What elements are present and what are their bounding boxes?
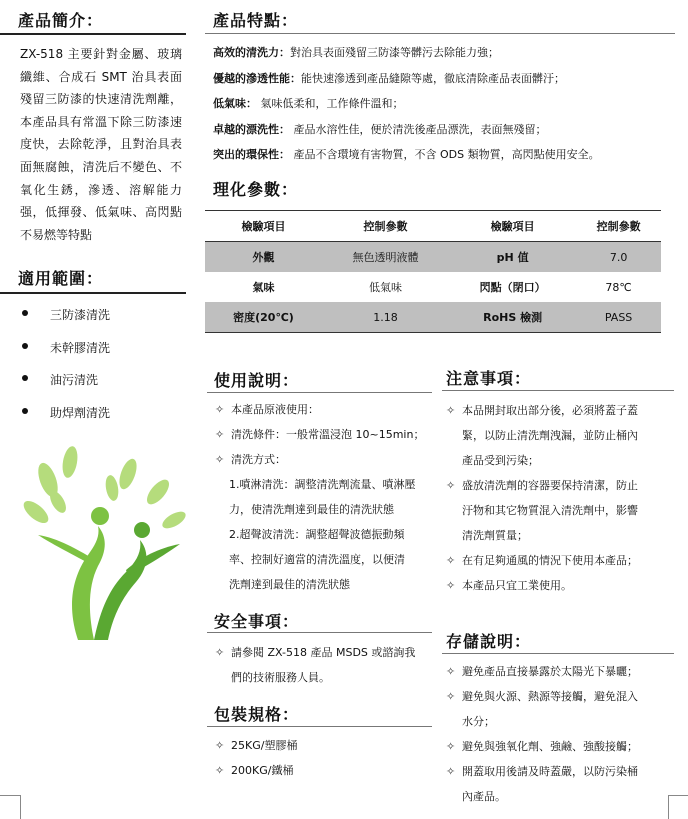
notice-subline: 產品受到污染； xyxy=(462,454,539,467)
bullet-icon xyxy=(22,375,28,381)
plant-figure-graphic xyxy=(8,440,198,650)
list-item: ✧ 本產品原液使用： xyxy=(215,397,435,422)
list-item: ✧ 避免與強氧化劑、強鹼、強酸接觸； xyxy=(446,734,666,759)
scope-title-underline xyxy=(0,292,186,294)
list-item: ✧ 清洗條件：一般常溫浸泡 10~15min； xyxy=(215,422,435,447)
diamond-bullet-icon: ✧ xyxy=(215,428,225,441)
list-item: ✧ 避免與火源、熱源等接觸，避免混入 xyxy=(446,684,666,709)
usage-subline: 洗劑達到最佳的清洗狀態 xyxy=(229,578,350,591)
feature-row: 卓越的漂洗性： 產品水溶性佳，便於清洗後產品漂洗，表面無殘留； xyxy=(213,122,547,136)
feature-row: 突出的環保性： 產品不含環境有害物質，不含 ODS 類物質，高閃點使用安全。 xyxy=(213,148,600,162)
notice-subline: 清洗劑質量； xyxy=(462,529,528,542)
page-corner-mark xyxy=(0,795,21,819)
usage-list xyxy=(215,397,435,597)
params-table xyxy=(205,210,661,333)
table-cell: pH 值 xyxy=(449,242,576,273)
diamond-bullet-icon: ✧ xyxy=(215,646,225,659)
scope-item: 助焊劑清洗 xyxy=(18,404,110,437)
list-item: ✧ 25KG/塑膠桶 xyxy=(215,733,435,758)
storage-title-underline xyxy=(442,653,674,654)
usage-subline: 2.超聲波清洗：調整超聲波德振動頻 xyxy=(229,528,405,541)
table-cell: PASS xyxy=(576,302,661,333)
diamond-bullet-icon: ✧ xyxy=(446,404,456,417)
list-item: ✧ 請參閱 ZX-518 產品 MSDS 或諮詢我 xyxy=(215,640,435,665)
diamond-bullet-icon: ✧ xyxy=(215,453,225,466)
bullet-icon xyxy=(22,310,28,316)
list-item: ✧ 本品開封取出部分後，必須將蓋子蓋 xyxy=(446,398,666,423)
diamond-bullet-icon: ✧ xyxy=(446,665,456,678)
diamond-bullet-icon: ✧ xyxy=(446,579,456,592)
usage-title: 使用說明： xyxy=(214,371,300,390)
notice-subline: 汙物和其它物質混入清洗劑中，影響 xyxy=(462,504,638,517)
table-row xyxy=(205,242,661,273)
intro-title: 產品簡介： xyxy=(18,11,104,30)
table-cell: 閃點（閉口） xyxy=(479,281,546,294)
page-corner-mark xyxy=(668,795,688,819)
table-cell: 78℃ xyxy=(605,280,632,294)
table-row xyxy=(205,302,661,333)
safety-title: 安全事項： xyxy=(214,612,300,631)
table-header-cell: 檢驗項目 xyxy=(205,211,322,242)
usage-subline: 率、控制好適當的清洗溫度，以便清 xyxy=(229,553,405,566)
usage-subline: 力，使清洗劑達到最佳的清洗狀態 xyxy=(229,503,394,516)
features-title: 產品特點： xyxy=(213,11,299,30)
usage-title-underline xyxy=(207,392,432,393)
list-item: ✧ 在有足夠通風的情況下使用本產品； xyxy=(446,548,666,573)
table-cell: 密度(20℃) xyxy=(205,302,322,333)
feature-row: 低氣味： 氣味低柔和，工作條件溫和； xyxy=(213,97,404,111)
table-cell: 1.18 xyxy=(322,302,449,333)
scope-list xyxy=(18,306,110,436)
diamond-bullet-icon: ✧ xyxy=(215,739,225,752)
notice-subline: 緊，以防止清洗劑洩漏，並防止桶內 xyxy=(462,429,638,442)
table-cell: 無色透明液體 xyxy=(322,242,449,273)
feature-row: 高效的清洗力：對治具表面殘留三防漆等髒污去除能力強； xyxy=(213,46,499,59)
packing-list xyxy=(215,733,435,783)
table-cell: 外觀 xyxy=(205,242,322,273)
scope-item: 未幹膠清洗 xyxy=(18,339,110,372)
diamond-bullet-icon: ✧ xyxy=(446,765,456,778)
diamond-bullet-icon: ✧ xyxy=(446,554,456,567)
scope-item: 三防漆清洗 xyxy=(18,306,110,339)
bullet-icon xyxy=(22,343,28,349)
scope-title: 適用範圍： xyxy=(18,269,104,288)
notice-title: 注意事項： xyxy=(446,369,532,388)
table-cell: 7.0 xyxy=(576,242,661,273)
diamond-bullet-icon: ✧ xyxy=(215,403,225,416)
table-cell: 氣味 xyxy=(252,281,275,294)
storage-title: 存儲說明： xyxy=(446,632,532,651)
list-item: ✧ 200KG/鐵桶 xyxy=(215,758,435,783)
feature-row: 優越的滲透性能：能快速滲透到產品縫隙等處，徹底清除產品表面髒汙； xyxy=(213,71,565,85)
notice-title-underline xyxy=(442,390,674,391)
table-cell: RoHS 檢測 xyxy=(449,302,576,333)
features-list xyxy=(213,44,673,172)
diamond-bullet-icon: ✧ xyxy=(446,740,456,753)
params-title: 理化參數： xyxy=(213,180,299,199)
safety-title-underline xyxy=(207,632,432,633)
table-cell: 低氣味 xyxy=(368,281,402,294)
storage-subline: 水分； xyxy=(462,715,495,728)
table-header-cell: 控制參數 xyxy=(576,211,661,242)
diamond-bullet-icon: ✧ xyxy=(446,479,456,492)
scope-item: 油污清洗 xyxy=(18,371,110,404)
table-row xyxy=(205,272,661,302)
list-item: ✧ 避免產品直接暴露於太陽光下暴曬； xyxy=(446,659,666,684)
safety-subline: 們的技術服務人員。 xyxy=(231,671,330,684)
list-item: ✧ 盛放清洗劑的容器要保持清潔，防止 xyxy=(446,473,666,498)
table-header-cell: 控制參數 xyxy=(322,211,449,242)
storage-list xyxy=(446,659,666,809)
storage-subline: 內產品。 xyxy=(462,790,506,803)
intro-title-underline xyxy=(0,33,186,35)
features-title-underline xyxy=(205,33,675,34)
packing-title-underline xyxy=(207,726,432,727)
list-item: ✧ 清洗方式： xyxy=(215,447,435,472)
notice-list xyxy=(446,398,666,598)
bullet-icon xyxy=(22,408,28,414)
intro-text: ZX-518 主要針對金屬、玻璃纖維、合成石 SMT 治具表面殘留三防漆的快速清洗劑離，本產品具有常溫下除三防漆速度快，去除乾淨，且對治具表面無腐蝕，清洗后不變色、不氧化生銹，滲透、溶解能力强，低揮發、低氣味、高閃點不易燃等特點 xyxy=(20,47,182,242)
usage-subline: 1.噴淋清洗：調整清洗劑流量、噴淋壓 xyxy=(229,478,416,491)
safety-list xyxy=(215,640,435,690)
table-header-row xyxy=(205,211,661,242)
packing-title: 包裝規格： xyxy=(214,705,300,724)
table-header-cell: 檢驗項目 xyxy=(449,211,576,242)
diamond-bullet-icon: ✧ xyxy=(215,764,225,777)
list-item: ✧ 開蓋取用後請及時蓋嚴，以防污染桶 xyxy=(446,759,666,784)
list-item: ✧ 本產品只宜工業使用。 xyxy=(446,573,666,598)
diamond-bullet-icon: ✧ xyxy=(446,690,456,703)
